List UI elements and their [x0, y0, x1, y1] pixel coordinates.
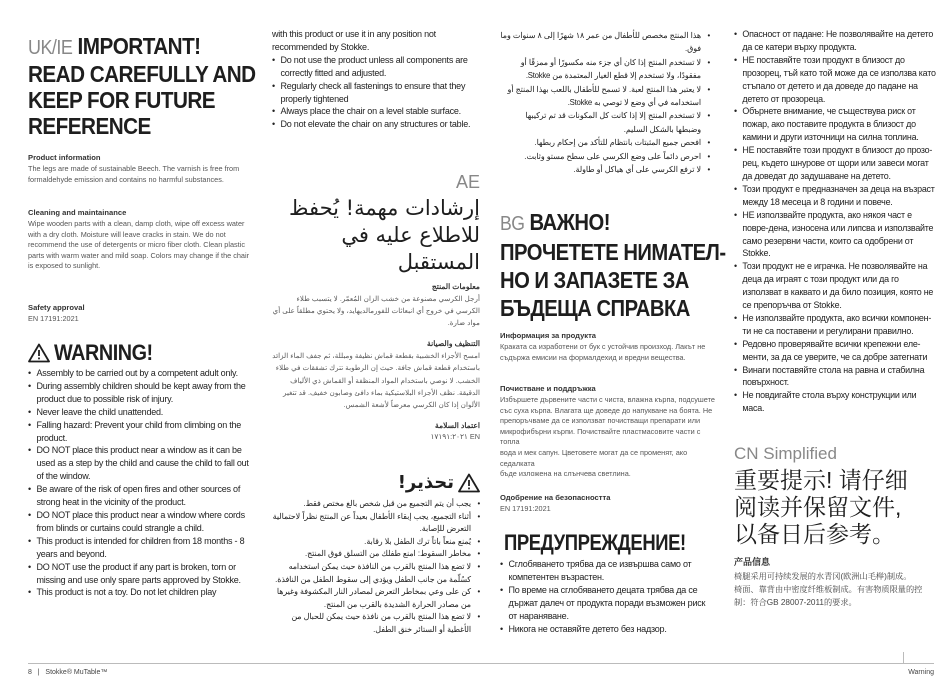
ae-warning-list-continued: [500, 29, 710, 176]
bg-cleaning-line: Избършете дървените части с чиста, влажна кърпа, подсушете: [500, 395, 715, 404]
ae-safety-heading: اعتماد السلامة: [435, 421, 480, 431]
list-item: • لا يعتبر هذا المنتج لعبة. لا تسمح للأطفال باللعب بهذا المنتج أو استخدامه في أي وضع لا توصي به Stokke.: [500, 83, 710, 110]
list-item: • По време на сглобяването децата трябва да се държат далеч от продукта поради възможен риск от нараняване.: [500, 585, 712, 624]
list-item: • DO NOT use the product if any part is broken, torn or missing and use only spare parts approved by Stokke.: [28, 562, 250, 588]
bg-warning-continued: [734, 29, 934, 416]
list-item: • لا تضع هذا المنتج بالقرب من نافذة حيث يمكن للحبال من الأغطية أو الستائر خنق الطفل.: [272, 611, 480, 636]
list-item: • Never leave the child unattended.: [28, 407, 250, 420]
ae-warning-title: تحذير!: [397, 472, 454, 493]
cn-lang-label: CN Simplified: [734, 444, 837, 463]
list-item: • НЕ поставяйте този продукт в близост до прозорец, тъй като той може да се използва като стъпало от детето и да доведе до падане на детето от прозореца.: [734, 55, 937, 107]
uk-title-line-3: KEEP FOR FUTURE: [28, 87, 216, 113]
bg-warning-section: [500, 530, 715, 636]
list-item: • كن على وعي بمخاطر التعرض لمصادر النار المكشوفة وغيرها من مصادر الحرارة الشديدة بالقرب من المنتج.: [272, 586, 480, 611]
uk-warning-continued: [272, 29, 484, 132]
uk-title-line-4: REFERENCE: [28, 113, 151, 139]
uk-cleaning-line: Wipe wooden parts with a clean, damp cloth, wipe off excess water: [28, 219, 245, 228]
list-item: • مخاطر السقوط: امنع طفلك من التسلق فوق المنتج.: [272, 548, 480, 561]
bg-product-info-line: Краката са изработени от бук с устойчив произход. Лакът не: [500, 342, 706, 351]
bg-product-info-heading: Информация за продукта: [500, 331, 597, 340]
uk-product-info: [28, 153, 250, 185]
list-item: • Falling hazard: Prevent your child from climbing on the product.: [28, 420, 250, 446]
list-item: • Този продукт е предназначен за деца на възраст между 18 месеца и 8 години и повече.: [734, 184, 937, 210]
list-item: • لا تضع هذا المنتج بالقرب من النافذة حيث يمكن استخدامه كسُلّمة من جانب الطفل ويؤدي إلى سقوط الطفل من النافذة.: [272, 561, 480, 586]
list-item: • لا تستخدم المنتج إلا إذا كانت كل المكونات قد تم تركيبها وضبطها بالشكل السليم.: [500, 109, 710, 136]
uk-cleaning-heading: Cleaning and maintainance: [28, 208, 127, 217]
warning-triangle-icon: [458, 473, 480, 493]
bg-cleaning-line: вода и мек сапун. Цветовете могат да се променят, ако седалката: [500, 447, 688, 468]
footer-tick: [903, 652, 904, 663]
list-item: • يجب أن يتم التجميع من قبل شخص بالغ مختص فقط.: [272, 498, 480, 511]
bg-title: [500, 208, 726, 322]
bg-warning-heading: [500, 530, 715, 556]
cn-product-info-heading: 产品信息: [734, 557, 771, 567]
list-item: • يُمنع منعاً باتاً ترك الطفل بلا رقابة.: [272, 536, 480, 549]
ae-lang-label: AE: [455, 172, 480, 192]
warning-triangle-icon: [28, 343, 50, 363]
bg-title-line-1: ВАЖНО!: [529, 209, 610, 235]
uk-title: [28, 33, 256, 139]
bg-cleaning-line: препоръчваме да се използват почистващи препарати или: [500, 416, 701, 426]
bg-warning-title: ПРЕДУПРЕЖДЕНИЕ!: [504, 530, 686, 555]
bg-title-line-4: БЪДЕЩА СПРАВКА: [500, 295, 690, 321]
uk-product-info-line: formaldehyde emission and contains no harmful substances.: [28, 174, 224, 184]
cn-title-line-2: 阅读并保留文件,: [734, 494, 902, 520]
list-item: • During assembly children should be kept away from the product due to possible risk of injury.: [28, 381, 250, 407]
uk-warning-section: [28, 340, 250, 600]
bg-safety-value: EN 17191:2021: [500, 504, 551, 513]
page-footer: [28, 663, 934, 678]
list-item: • НЕ използвайте продукта, ако някоя част е повре-дена, износена или липсва и използвайте само резервни части, които са одобрени от Stokke.: [734, 210, 937, 262]
list-item: • Do not elevate the chair on any structures or table.: [272, 119, 484, 132]
bg-warning-list: [500, 559, 712, 636]
footer-section-name: Warning: [908, 669, 934, 676]
uk-safety: [28, 303, 250, 325]
footer-separator: |: [37, 669, 40, 676]
ae-section: [272, 172, 480, 443]
uk-title-line-2: READ CAREFULLY AND: [28, 61, 256, 87]
ae-warning-section: [272, 470, 480, 637]
uk-cleaning-line: with a dry cloth. Moisture will leave cracks in stain. We do not: [28, 229, 226, 239]
uk-warning-title: WARNING!: [54, 340, 153, 365]
bg-product-info: [500, 331, 715, 363]
uk-cleaning-line: recommend the use of detergents or micro fiber cloth. Clean plastic: [28, 240, 245, 250]
list-item: • Редовно проверявайте всички крепежни еле-менти, за да се уверите, че са добре затегнати: [734, 339, 937, 365]
uk-product-info-line: The legs are made of sustainable Beech. The varnish is free from: [28, 164, 240, 173]
list-item: • Сглобяването трябва да се извършва само от компетентен възрастен.: [500, 559, 712, 585]
uk-product-info-heading: Product information: [28, 153, 101, 162]
list-item: • Винаги поставяйте стола на равна и стабилна повърхност.: [734, 365, 937, 391]
cn-product-info-line: 椅腿采用可持续发展的水青冈(欧洲山毛榉)制成。: [734, 572, 912, 581]
bg-cleaning: [500, 384, 715, 480]
uk-cleaning-line: is exposed to sunlight.: [28, 261, 101, 271]
bg-safety: [500, 493, 715, 515]
list-item: • Опасност от падане: Не позволявайте на детето да се катери върху продукта.: [734, 29, 937, 55]
ae-cleaning-heading: التنظيف والصيانة: [427, 339, 480, 348]
list-item: • Do not use the product unless all components are correctly fitted and adjusted.: [272, 55, 484, 81]
list-item: • Be aware of the risk of open fires and other sources of strong heat in the vicinity of the product.: [28, 484, 250, 510]
uk-cleaning-line: parts with warm water and mild soap. Colors may change if the chair: [28, 250, 250, 260]
bg-cleaning-line: със суха кърпа. Влагата ще доведе до напукване на боята. Не: [500, 405, 713, 415]
ae-warning-continued: [500, 29, 710, 176]
uk-safety-value: EN 17191:2021: [28, 314, 79, 323]
uk-warning-list: [28, 368, 250, 600]
list-item: • Не повдигайте стола върху конструкции или маса.: [734, 390, 937, 416]
footer-product-name: Stokke® MuTable™: [45, 669, 108, 676]
ae-product-info: أرجل الكرسي مصنوعة من خشب الزان المُعمّر. لا يتسبب طلاء الكرسي في خروج أي انبعاثات للفورمالديهايد، ولا يحتوي مطلقاً على أي مواد ضارة.: [272, 294, 480, 327]
ae-product-info-heading: معلومات المنتج: [431, 282, 480, 291]
list-item: • This product is not a toy. Do not let children play: [28, 587, 250, 600]
uk-warning-heading: [28, 340, 250, 366]
list-item: • Не използвайте продукта, ако всички компонен-ти не са поставени и регулирани правилно.: [734, 313, 937, 339]
bg-cleaning-heading: Почистване и поддръжка: [500, 384, 596, 393]
footer-left: [28, 669, 107, 676]
cn-product-info-line: 制：符合GB 28007-2011的要求。: [734, 598, 857, 607]
ae-warning-list: [272, 498, 480, 637]
bg-title-line-3: НО И ЗАПАЗЕТЕ ЗА: [500, 267, 689, 293]
list-item: • احرص دائماً على وضع الكرسي على سطح مستو وثابت.: [500, 150, 710, 163]
list-item: • افحص جميع المثبتات بانتظام للتأكد من إحكام ربطها.: [500, 136, 710, 149]
bg-warning-list-continued: [734, 29, 937, 416]
bg-safety-heading: Одобрение на безопасността: [500, 493, 611, 502]
list-item: • DO NOT place this product near a window where cords from blinds or curtains could strangle a child.: [28, 510, 250, 536]
list-item-continued: with this product or use it in any position not recommended by Stokke.: [272, 29, 436, 53]
list-item: • هذا المنتج مخصص للأطفال من عمر ١٨ شهرًا إلى ٨ سنوات وما فوق.: [500, 29, 710, 56]
list-item: • This product is intended for children from 18 months - 8 years and beyond.: [28, 536, 250, 562]
bg-title-line-2: ПРОЧЕТЕТЕ НИМАТЕЛ-: [500, 239, 726, 265]
bg-lang-label: BG: [500, 213, 525, 235]
list-item: • Assembly to be carried out by a competent adult only.: [28, 368, 250, 381]
list-item: • Always place the chair on a level stable surface.: [272, 106, 484, 119]
ae-title-line-2: للاطلاع عليه في المستقبل: [341, 223, 480, 274]
list-item: • لا ترفع الكرسي على أي هياكل أو طاولة.: [500, 163, 710, 176]
uk-title-line-1: IMPORTANT!: [77, 33, 201, 59]
ae-safety-value: EN ١٧١٩١:٢٠٢١: [430, 432, 480, 442]
ae-cleaning: امسح الأجزاء الخشبية بقطعة قماش نظيفة ومبللة، ثم جفف الماء الزائد باستخدام قطعة قماش جافة. حيث إن الرطوبة تترك تشققات في طلاء الخشب. لا نوصي باستخدام المواد المنظفة أو القماش ذي الألياف الدقيقة. نظف الأجزاء البلاستيكية بماء دافئ وصابون خفيف. قد تتغير الألوان إذا كان الكرسي معرضاً لأشعة الشمس.: [272, 351, 480, 410]
bg-cleaning-line: микрофибърни кърпи. Почиствайте пластмасовите части с топла: [500, 426, 701, 447]
uk-safety-heading: Safety approval: [28, 303, 85, 312]
list-item: • Никога не оставяйте детето без надзор.: [500, 624, 712, 637]
cn-title-line-1: 重要提示! 请仔细: [734, 467, 908, 493]
list-item: • Regularly check all fastenings to ensure that they properly tightened: [272, 81, 484, 107]
ae-warning-heading: [272, 470, 480, 496]
list-item: • لا تستخدم المنتج إذا كان أي جزء منه مكسورًا أو ممزقًا أو مفقودًا، ولا تستخدم إلا قطع الغيار المعتمدة من Stokke.: [500, 56, 710, 83]
cn-title-line-3: 以备日后参考。: [734, 521, 895, 547]
list-item: • DO NOT place this product near a window as it can be used as a step by the child and cause the child to fall out of the window.: [28, 445, 250, 484]
bg-cleaning-line: бъде изложена на слънчева светлина.: [500, 469, 631, 479]
list-item: • أثناء التجميع، يجب إبقاء الأطفال بعيداً عن المنتج نظراً لاحتمالية التعرض للإصابة.: [272, 511, 480, 536]
list-item: • Обърнете внимание, че съществува риск от пожар, ако поставите продукта в близост до камини и други източници на силна топлина.: [734, 106, 937, 145]
cn-section: [734, 444, 934, 609]
uk-warning-list-continued: [272, 29, 484, 132]
uk-lang-label: UK/IE: [28, 37, 73, 59]
bg-product-info-line: съдържа емисии на формалдехид и вредни вещества.: [500, 352, 686, 362]
ae-title-line-1: إرشادات مهمة! يُحفظ: [289, 196, 480, 220]
page-number: 8: [28, 669, 32, 676]
uk-cleaning: [28, 208, 250, 272]
cn-product-info-line: 椅面、靠背由中密度纤维板制成。有害物质限量的控: [734, 585, 923, 594]
list-item: • НЕ поставяйте този продукт в близост до прозо-рец, където шнурове от щори или завеси могат да доведат до задушаване на детето.: [734, 145, 937, 184]
list-item: • Този продукт не е играчка. Не позволявайте на деца да играят с този продукт или да го използват в каквато и да било позиция, която не се препоръчва от Stokke.: [734, 261, 937, 313]
